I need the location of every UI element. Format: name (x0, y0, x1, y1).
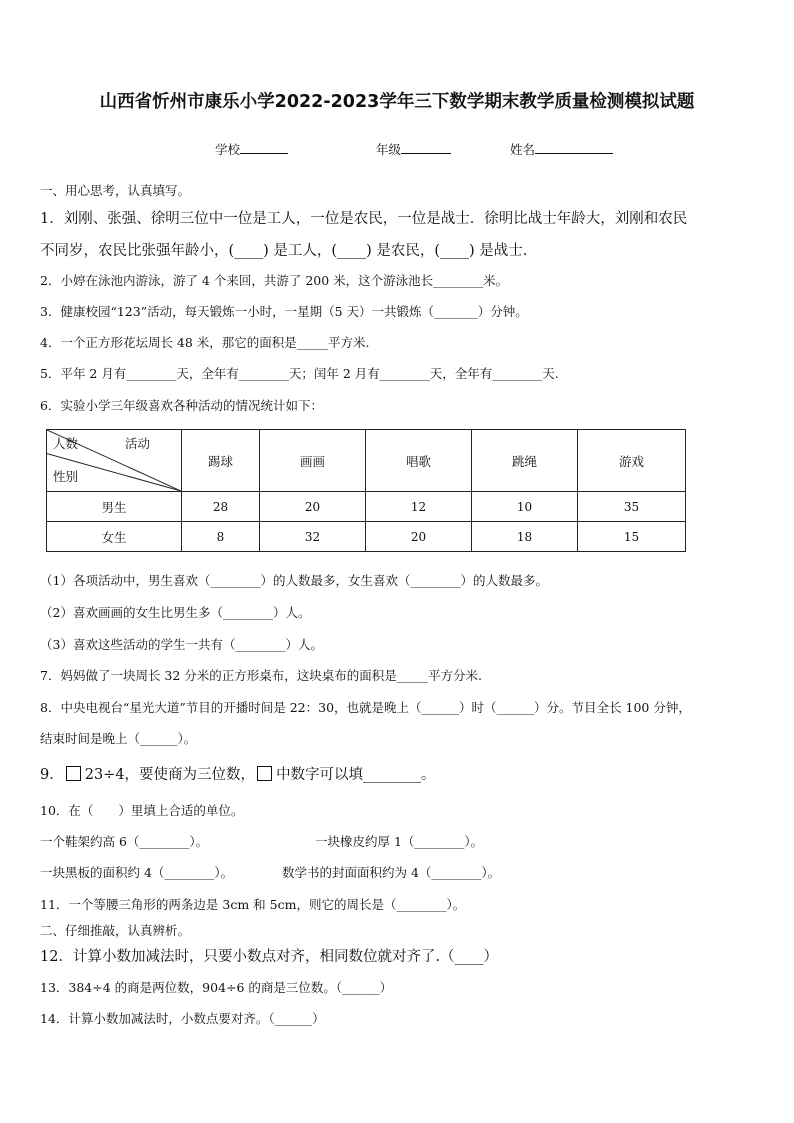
table-cell: 20 (366, 522, 472, 552)
row-label: 男生 (47, 492, 182, 522)
question-13: 13．384÷4 的商是两位数，904÷6 的商是三位数。（______） (40, 980, 393, 995)
table-cell: 18 (472, 522, 578, 552)
question-9 (40, 763, 436, 784)
question-10-a: 一个鞋架约高 6（________）。 (40, 834, 209, 849)
question-1-line-1: 1．刘刚、张强、徐明三位中一位是工人，一位是农民，一位是战士．徐明比战士年龄大，刘刚和农民 (40, 211, 688, 227)
question-4: 4．一个正方形花坛周长 48 米，那它的面积是_____平方米. (40, 335, 370, 350)
table-cell: 15 (578, 522, 686, 552)
grade-label: 年级 (376, 142, 402, 157)
table-cell: 35 (578, 492, 686, 522)
question-8-line-2: 结束时间是晚上（______）。 (40, 731, 197, 746)
corner-label-count: 人数 (53, 436, 79, 451)
table-cell: 28 (182, 492, 260, 522)
section-1-heading: 一、用心思考，认真填写。 (40, 183, 191, 198)
page-title: 山西省忻州市康乐小学2022-2023学年三下数学期末教学质量检测模拟试题 (99, 92, 695, 112)
question-10-c: 一块黑板的面积约 4（________）。 (40, 865, 234, 880)
question-14: 14．计算小数加减法时，小数点要对齐。（______） (40, 1011, 325, 1026)
question-2: 2．小婷在泳池内游泳，游了 4 个来回，共游了 200 米，这个游泳池长________米。 (40, 273, 509, 288)
corner-label-gender: 性别 (53, 469, 79, 484)
question-9-number: 9． (40, 767, 64, 783)
table-row (47, 492, 686, 522)
question-10-b: 一块橡皮约厚 1（________）。 (315, 834, 484, 849)
grade-field[interactable] (376, 140, 451, 158)
row-label: 女生 (47, 522, 182, 552)
school-field[interactable] (215, 140, 288, 158)
table-header-cell: 唱歌 (366, 430, 472, 492)
section-2-heading: 二、仔细推敲，认真辨析。 (40, 923, 191, 938)
question-6-part-2: （2）喜欢画画的女生比男生多（________）人。 (40, 605, 311, 620)
question-1-line-2: 不同岁，农民比张强年龄小，(____) 是工人，(____) 是农民，(____) 是战士. (40, 243, 528, 259)
table-header-cell: 游戏 (578, 430, 686, 492)
question-5: 5．平年 2 月有________天，全年有________天；闰年 2 月有________天，全年有________天. (40, 366, 559, 381)
name-label: 姓名 (510, 142, 536, 157)
question-10-intro: 10．在（ ）里填上合适的单位。 (40, 803, 244, 818)
school-blank[interactable] (240, 141, 288, 154)
question-7: 7．妈妈做了一块周长 32 分米的正方形桌布，这块桌布的面积是_____平方分米. (40, 668, 483, 683)
question-9-part-2: 中数字可以填________。 (276, 767, 436, 783)
question-3: 3．健康校园“123”活动，每天锻炼一小时，一星期（5 天）一共锻炼（_______）分钟。 (40, 304, 528, 319)
question-10-d: 数学书的封面面积约为 4（________）。 (282, 865, 501, 880)
activity-stats-table (46, 429, 686, 552)
question-11: 11．一个等腰三角形的两条边是 3cm 和 5cm，则它的周长是（________）。 (40, 897, 466, 912)
grade-blank[interactable] (401, 141, 451, 154)
table-cell: 12 (366, 492, 472, 522)
table-header-cell: 画画 (260, 430, 366, 492)
name-blank[interactable] (535, 141, 613, 154)
table-row (47, 522, 686, 552)
question-6-part-3: （3）喜欢这些活动的学生一共有（________）人。 (40, 637, 323, 652)
answer-box[interactable] (66, 766, 81, 781)
question-9-part-1: 23÷4，要使商为三位数， (84, 767, 256, 783)
table-cell: 8 (182, 522, 260, 552)
table-corner-cell (47, 430, 182, 492)
question-6: 6．实验小学三年级喜欢各种活动的情况统计如下： (40, 398, 323, 413)
question-8-line-1: 8．中央电视台“星光大道”节目的开播时间是 22：30，也就是晚上（______）时（______）分。节目全长 100 分钟， (40, 700, 691, 715)
table-header-cell: 跳绳 (472, 430, 578, 492)
table-cell: 32 (260, 522, 366, 552)
corner-label-activity: 活动 (125, 436, 151, 451)
table-cell: 10 (472, 492, 578, 522)
school-label: 学校 (215, 142, 241, 157)
name-field[interactable] (510, 140, 613, 158)
answer-box[interactable] (257, 766, 272, 781)
question-6-part-1: （1）各项活动中，男生喜欢（________）的人数最多，女生喜欢（________）的人数最多。 (40, 573, 548, 588)
table-cell: 20 (260, 492, 366, 522)
question-12: 12．计算小数加减法时，只要小数点对齐，相同数位就对齐了.（____） (40, 949, 499, 965)
table-header-cell: 踢球 (182, 430, 260, 492)
